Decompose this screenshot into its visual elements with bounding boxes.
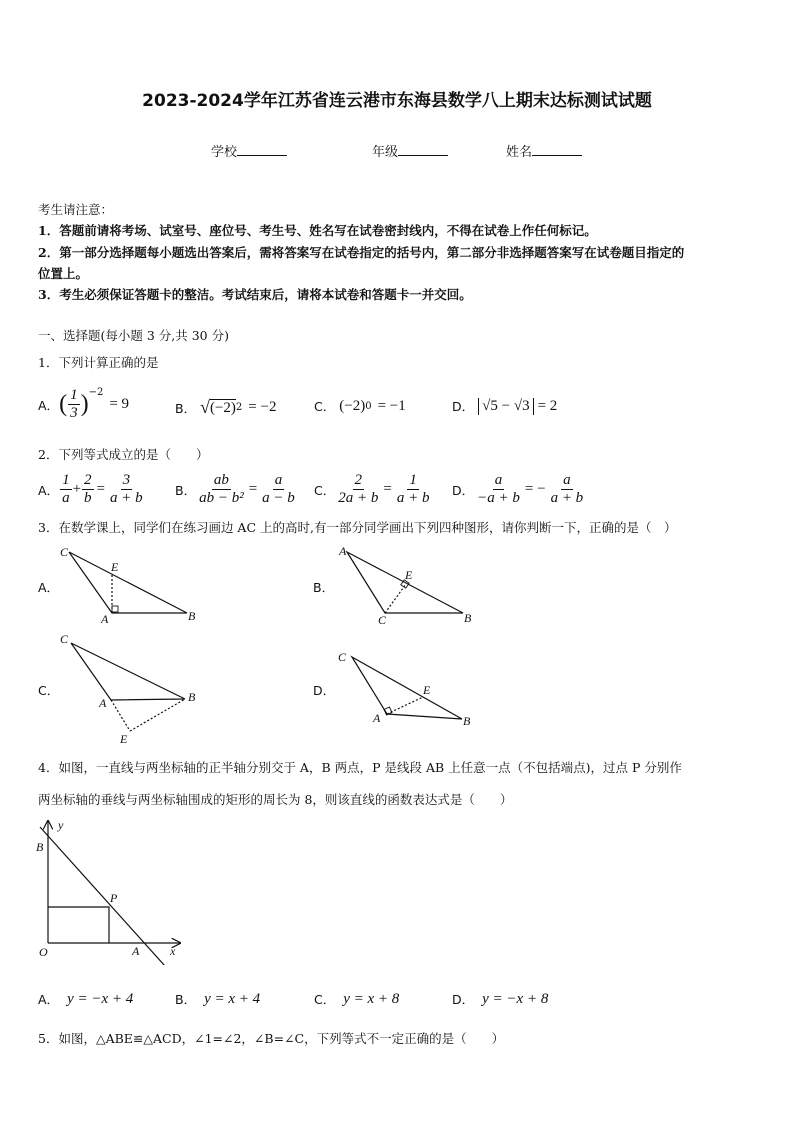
q1-option-a: A． ( $\frac{1}{3}$ ) −2 = 9 [38,387,130,421]
q3-figure-d [330,645,490,735]
q3-label-b: B． [313,580,335,595]
q2-option-a: A． $\frac{1}{a}$ + $\frac{2}{b}$ = $\frac{3}{a + b}$ [38,472,143,506]
q4-figure [30,815,190,965]
altitude-line [385,584,406,613]
x-axis-label: x [170,944,176,958]
right-angle-mark [112,606,118,612]
point-a-label: A [101,612,109,626]
point-c-label: C [60,545,69,559]
page-title: 2023-2024学年江苏省连云港市东海县数学八上期末达标测试试题 [142,91,652,111]
origin-label: O [39,945,48,959]
q1-stem: 1．下列计算正确的是 [38,355,159,370]
q4-stem-line-2: 两坐标轴的垂线与两坐标轴围成的矩形的周长为 8，则该直线的函数表达式是（ ） [38,792,513,807]
extended-line [111,700,130,731]
point-a-label: A [373,711,381,725]
q1-option-c: C． (−2) 0 = −1 [314,397,406,414]
altitude-line [387,697,423,714]
q4-option-d: D． y = −x + 8 [452,990,549,1007]
point-a-label: A [339,544,347,558]
q4-option-a: A． y = −x + 4 [38,990,134,1007]
point-e-label: E [120,732,128,746]
point-c-label: C [338,650,347,664]
notice-item: 2．第一部分选择题每小题选出答案后，需将答案写在试卷指定的括号内，第二部分非选择题答案写在试卷题目指定的 [38,245,685,260]
point-b-label: B [463,714,471,728]
point-e-label: E [111,560,119,574]
point-b-label: B [36,840,44,854]
section-heading: 一、选择题(每小题 3 分,共 30 分) [38,328,229,343]
point-a-label: A [132,944,140,958]
q3-label-a: A． [38,580,60,595]
q1-option-b: B． √ (−2) 2 = −2 [175,397,277,417]
q1-option-d: D． √5 − √3 = 2 [452,397,558,414]
q3-figure-c [55,628,215,748]
notice-item: 位置上。 [38,266,89,281]
point-a-label: A [99,696,107,710]
q3-figure-a [55,540,215,630]
name-field: 姓名 [506,141,582,160]
triangle-abc [71,643,185,700]
point-b-label: B [188,609,196,623]
grade-field: 年级 [372,141,448,160]
q4-option-c: C． y = x + 8 [314,990,400,1007]
q2-option-c: C． $\frac{2}{2a + b}$ = $\frac{1}{a + b}$ [314,472,430,506]
y-axis-label: y [58,818,64,832]
notice-item: 3．考生必须保证答题卡的整洁。考试结束后，请将本试卷和答题卡一并交回。 [38,287,472,302]
q2-stem: 2．下列等式成立的是（ ） [38,447,209,462]
point-c-label: C [60,632,69,646]
triangle-abc [352,657,462,719]
point-b-label: B [464,611,472,625]
q3-label-c: C． [38,683,60,698]
point-c-label: C [378,613,387,627]
triangle-abc [69,552,187,613]
q3-label-d: D． [313,683,336,698]
q4-stem-line-1: 4．如图，一直线与两坐标轴的正半轴分别交于 A，B 两点，P 是线段 AB 上任意一点（不包括端点)，过点 P 分别作 [38,760,682,775]
triangle-abc [347,552,463,613]
school-field: 学校 [211,141,287,160]
q3-figure-b [330,540,490,630]
point-e-label: E [405,568,413,582]
altitude-line [130,699,185,731]
notice-item: 1．答题前请将考场、试室号、座位号、考生号、姓名写在试卷密封线内，不得在试卷上作任何标记。 [38,223,597,238]
point-b-label: B [188,690,196,704]
q2-option-b: B． $\frac{ab}{\text{ab − b²}}$ = $\frac{a}{a - b}$ [175,472,295,506]
q4-option-b: B． y = x + 4 [175,990,261,1007]
q3-stem: 3．在数学课上，同学们在练习画边 AC 上的高时,有一部分同学画出下列四种图形，请你判断一下，正确的是（ ） [38,520,677,535]
notice-heading: 考生请注意： [38,202,114,217]
line-ab [40,827,165,965]
q5-stem: 5．如图，△ABE≌△ACD，∠1=∠2，∠B=∠C，下列等式不一定正确的是（ ） [38,1031,505,1046]
rectangle-lines [48,907,109,943]
point-e-label: E [423,683,431,697]
point-p-label: P [110,891,118,905]
q2-option-d: D． $\frac{a}{-a + b}$ = − $\frac{a}{a + b}$ [452,472,584,506]
